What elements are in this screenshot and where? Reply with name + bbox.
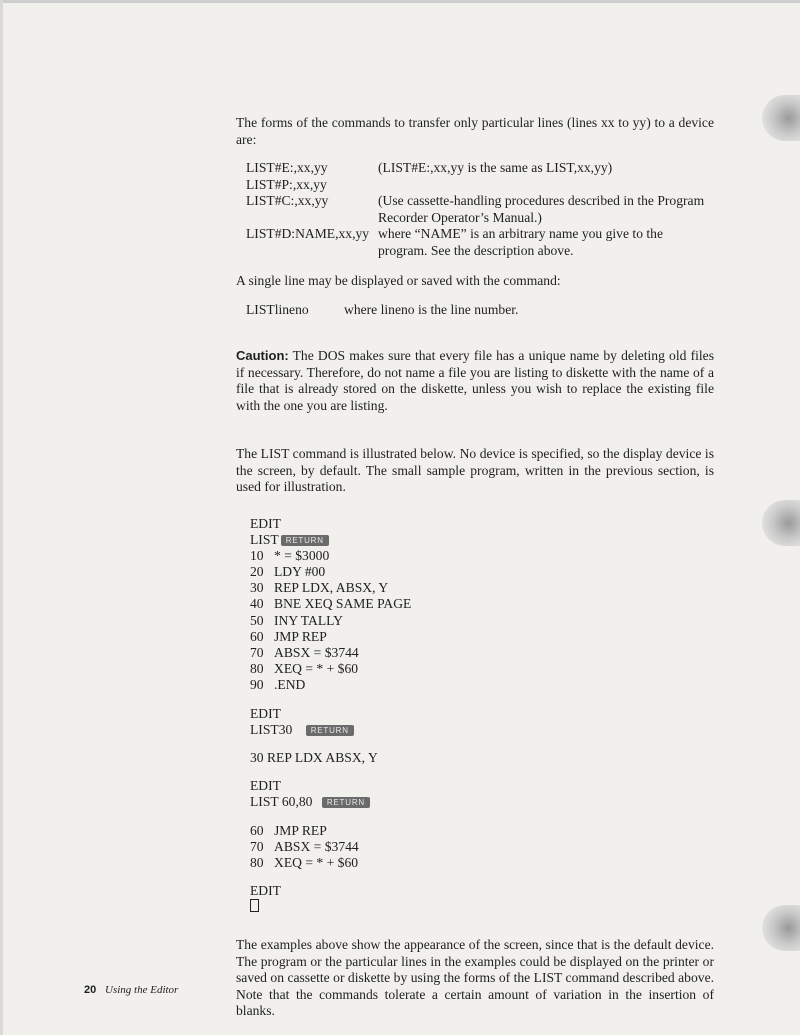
return-key-icon: RETURN	[306, 725, 354, 736]
code-line	[250, 661, 714, 677]
command-text: LIST 60,80	[250, 794, 313, 810]
line-number: 10	[250, 547, 264, 563]
code-line	[250, 613, 714, 629]
code-line	[250, 580, 714, 596]
command-row	[246, 177, 714, 194]
cursor-icon	[250, 899, 259, 912]
intro-paragraph: The forms of the commands to transfer only particular lines (lines xx to yy) to a device are:	[236, 115, 714, 147]
command-table	[246, 160, 714, 259]
line-number: 80	[250, 854, 264, 870]
line-number: 90	[250, 677, 264, 693]
return-key-icon: RETURN	[322, 797, 370, 808]
single-line-intro: A single line may be displayed or saved with the command:	[236, 273, 561, 288]
list-description: The LIST command is illustrated below. No device is specified, so the display device is the screen, by default. The small sample program, written in the previous section, is used for illustration.	[236, 446, 714, 494]
line-text: BNE XEQ SAME PAGE	[274, 596, 412, 612]
code-line	[250, 677, 714, 693]
line-number: 50	[250, 612, 264, 628]
code-examples	[250, 516, 714, 916]
code-line	[250, 794, 714, 810]
code-line: EDIT	[250, 515, 281, 531]
command-desc: (Use cassette-handling procedures described in the Program Recorder Operator’s Manual.)	[378, 193, 705, 225]
line-number: 70	[250, 838, 264, 854]
line-number: 80	[250, 661, 264, 677]
caution-text: The DOS makes sure that every file has a unique name by deleting old files if necessary. Therefore, do not name a file you are listing to diskette with the name of a file that is already stored on the diskette, unless you wish to replace the existing file with the one you are listing.	[236, 348, 714, 413]
code-line: 30 REP LDX ABSX, Y	[250, 749, 378, 765]
command-desc: where “NAME” is an arbitrary name you give to the program. See the description above.	[378, 226, 663, 258]
line-text: REP LDX, ABSX, Y	[274, 580, 389, 596]
code-line	[250, 823, 714, 839]
line-text: ABSX = $3744	[274, 645, 359, 660]
command-name: LIST#D:NAME,xx,yy	[246, 226, 370, 241]
command-row	[246, 226, 714, 259]
line-text: XEQ = * + $60	[274, 661, 359, 677]
command-name: LISTlineno	[246, 301, 309, 317]
binder-hole	[762, 95, 800, 141]
line-text: ABSX = $3744	[274, 838, 359, 854]
code-line	[250, 855, 714, 871]
command-desc: (LIST#E:,xx,yy is the same as LIST,xx,yy)	[378, 160, 613, 175]
line-text: JMP REP	[274, 628, 327, 644]
code-line	[250, 596, 714, 612]
command-text: LIST30	[250, 721, 293, 737]
return-key-icon: RETURN	[281, 535, 329, 546]
command-desc	[378, 177, 714, 194]
command-row	[246, 160, 714, 177]
page-footer	[84, 984, 178, 996]
page-edge	[0, 0, 800, 3]
code-line	[250, 532, 714, 548]
command-name: LIST#P:,xx,yy	[246, 176, 327, 192]
line-number: 40	[250, 596, 264, 612]
caution-label: Caution:	[236, 348, 289, 363]
code-line: EDIT	[250, 778, 281, 794]
line-text: JMP REP	[274, 822, 327, 838]
line-text: INY TALLY	[274, 612, 343, 628]
binder-hole	[762, 905, 800, 951]
line-text: LDY #00	[274, 564, 326, 580]
command-row	[246, 193, 714, 226]
code-line: EDIT	[250, 883, 281, 899]
code-line	[250, 548, 714, 564]
code-line	[250, 564, 714, 580]
page-number: 20	[84, 984, 97, 996]
code-line: EDIT	[250, 705, 281, 721]
page-content	[236, 115, 714, 1020]
command-name: LIST#E:,xx,yy	[246, 160, 328, 175]
line-number: 60	[250, 822, 264, 838]
page-section-title: Using the Editor	[105, 984, 179, 996]
code-line	[250, 839, 714, 855]
command-desc: where lineno is the line number.	[344, 301, 519, 317]
line-number: 30	[250, 580, 264, 596]
binder-hole	[762, 500, 800, 546]
single-line-command	[246, 302, 714, 319]
command-name: LIST#C:,xx,yy	[246, 193, 329, 208]
line-text: .END	[274, 677, 306, 693]
line-number: 20	[250, 564, 264, 580]
command-text: LIST	[250, 531, 279, 547]
code-line	[250, 722, 714, 738]
code-line	[250, 645, 714, 661]
code-line	[250, 899, 714, 915]
line-number: 60	[250, 628, 264, 644]
line-text: * = $3000	[274, 547, 330, 563]
code-line	[250, 629, 714, 645]
page-edge-left	[0, 0, 3, 1035]
line-number: 70	[250, 645, 264, 660]
line-text: XEQ = * + $60	[274, 854, 359, 870]
closing-paragraph: The examples above show the appearance of the screen, since that is the default device. The program or the particular lines in the examples could be displayed on the printer or saved on cassette or diskette by using the forms of the LIST command described above. Note that the commands tolerate a certain amount of variation in the insertion of blanks.	[236, 937, 714, 1019]
caution-paragraph	[236, 348, 714, 414]
